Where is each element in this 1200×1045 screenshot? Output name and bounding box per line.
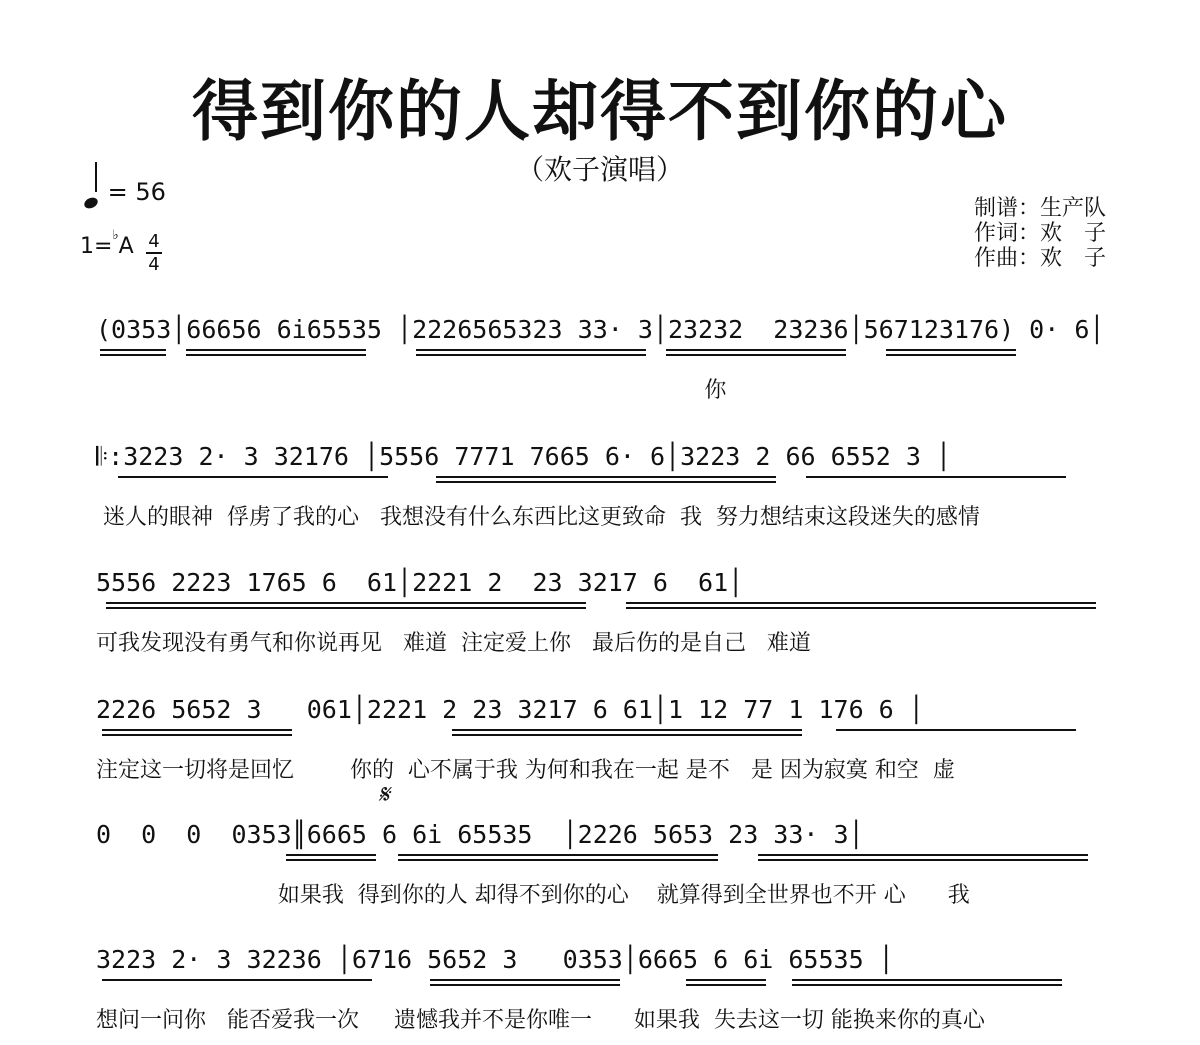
score-row-2	[96, 442, 1126, 542]
credit-lyricist: 作词：欢 子	[974, 221, 1107, 246]
score-row-1	[96, 315, 1126, 415]
lyric-line: 想问一问你 能否爱我一次 遗憾我并不是你唯一 如果我 失去这一切 能换来你的真心	[96, 1008, 985, 1033]
notation-line: (0353│66656 6i65535 │2226565323 33· 3│23232 23236│567123176) 0· 6│	[96, 315, 1105, 344]
segno-icon: 𝄋	[378, 780, 390, 810]
score-row-3	[96, 568, 1126, 668]
quarter-note-icon	[83, 196, 100, 211]
score-row-5	[96, 820, 1126, 920]
score-row-4	[96, 695, 1126, 795]
credits	[974, 196, 1106, 271]
lyric-line: 迷人的眼神 俘虏了我的心 我想没有什么东西比这更致命 我 努力想结束这段迷失的感情	[96, 505, 980, 530]
lyric-line: 你	[96, 378, 727, 403]
score-row-6	[96, 945, 1126, 1045]
notation-line: 5556 2223 1765 6 61│2221 2 23 3217 6 61│	[96, 568, 744, 597]
flat-icon: ♭	[112, 228, 119, 243]
tempo-value: = 56	[107, 178, 166, 206]
lyric-line: 注定这一切将是回忆 你的 心不属于我 为何和我在一起 是不 是 因为寂寞 和空 虚	[96, 758, 955, 783]
credit-transcriber: 制谱：生产队	[974, 196, 1107, 221]
song-subtitle: （欢子演唱）	[515, 153, 684, 186]
time-signature: 4 4	[146, 232, 162, 274]
credit-composer: 作曲：欢 子	[974, 246, 1107, 271]
lyric-line: 可我发现没有勇气和你说再见 难道 注定爱上你 最后伤的是自己 难道	[96, 631, 811, 656]
notation-line: 3223 2· 3 32236 │6716 5652 3 0353│6665 6 6i 65535 │	[96, 945, 894, 974]
notation-line: 𝄆:3223 2· 3 32176 │5556 7771 7665 6· 6│3223 2 66 6552 3 │	[96, 442, 952, 471]
song-title: 得到你的人却得不到你的心	[192, 73, 1008, 150]
key-signature: 1=♭A	[80, 228, 134, 259]
lyric-line: 如果我 得到你的人 却得不到你的心 就算得到全世界也不开 心 我	[96, 883, 970, 908]
notation-line: 2226 5652 3 061│2221 2 23 3217 6 61│1 12 77 1 176 6 │	[96, 695, 924, 724]
tempo-marking	[84, 170, 166, 206]
notation-line: 0 0 0 0353║6665 6 6i 65535 │2226 5653 23 33· 3│	[96, 820, 864, 849]
